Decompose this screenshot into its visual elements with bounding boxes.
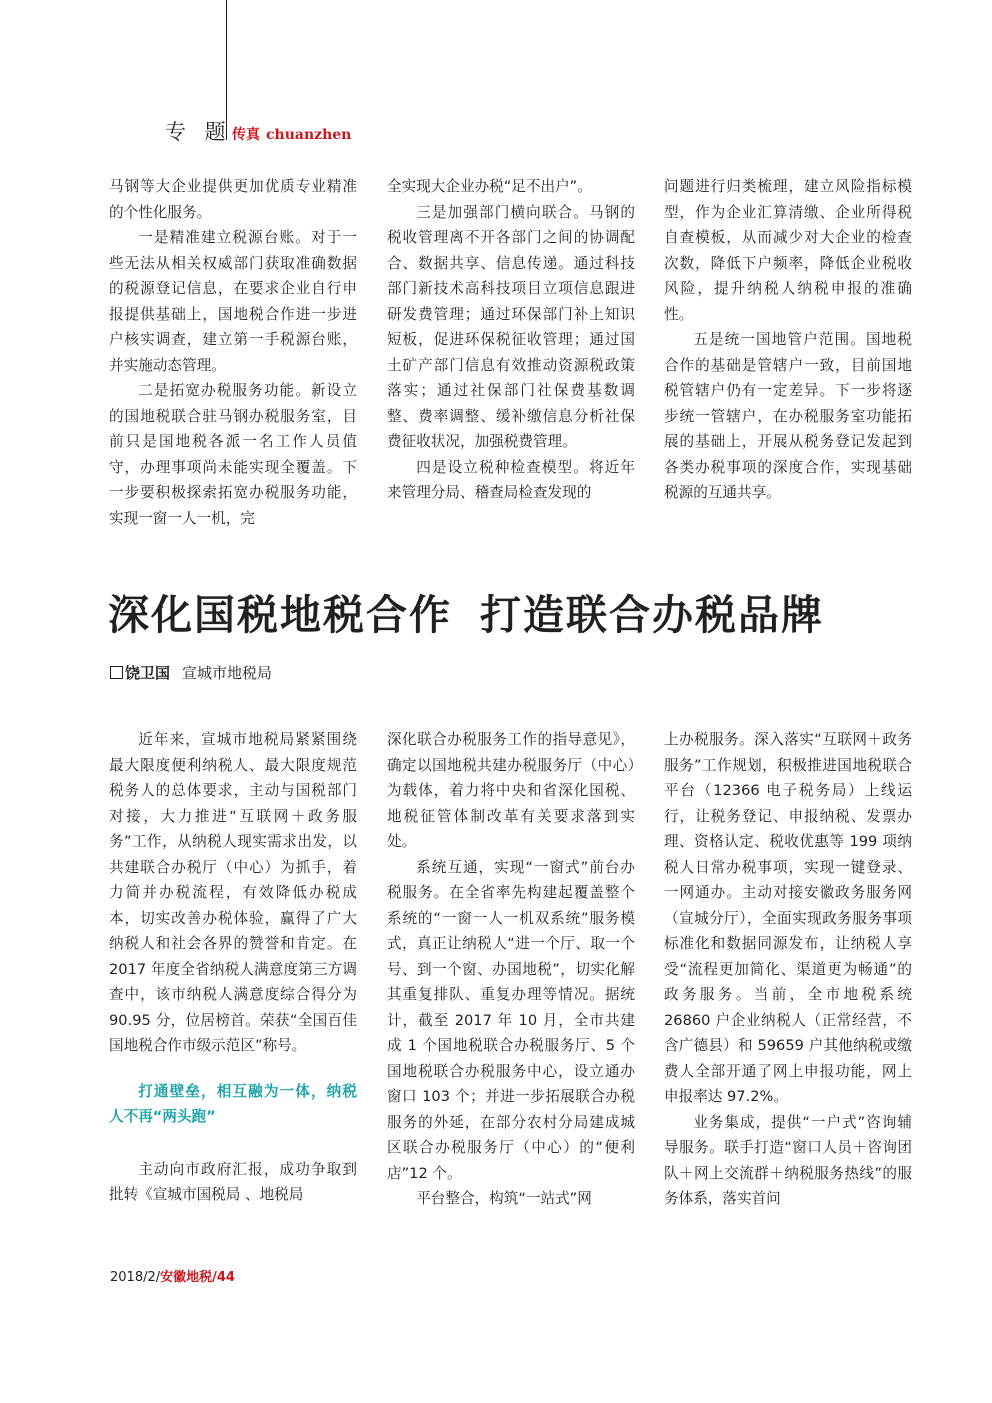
page-number: /44 xyxy=(212,1270,235,1285)
paragraph: 五是统一国地管户范围。国地税合作的基础是管辖户一致，目前国地税管辖户仍有一定差异。下一步将逐步统一管辖户，在办税服务室功能拓展的基础上，开展从税务登记发起到各类办税事项的深度合作，实现基础税源的互通共享。 xyxy=(664,331,912,501)
paragraph: 三是加强部门横向联合。马钢的税收管理离不开各部门之间的协调配合、数据共享、信息传递。通过科技部门新技术高科技项目立项信息跟进研发费管理；通过环保部门补上知识短板，促进环保税征收管理；通过国土矿产部门信息有效推动资源税政策落实；通过社保部门社保费基数调整、费率调整、缓补缴信息分析社保费征收状况，加强税费管理。 xyxy=(387,203,635,450)
continued-column-3 xyxy=(664,174,912,506)
paragraph: 上办税服务。深入落实“互联网＋政务服务”工作规划，积极推进国地税联合平台（12366 电子税务局）上线运行，让税务登记、申报纳税、发票办理、资格认定、税收优惠等 199 项纳税人日常办税事项，实现一键登录、一网通办。主动对接安徽政务服务网（宣城分厅），全面实现政务服务事项标准化和数据同源发布，让纳税人享受“流程更加简化、渠道更为畅通”的政务服务。当前，全市地税系统 26860 户企业纳税人（正常经营，不含广德县）和 59659 户其他纳税或缴费人全部开通了网上申报功能，网上申报率达 97.2%。 xyxy=(664,731,912,1105)
footer-magazine: 安徽地税 xyxy=(160,1270,213,1285)
paragraph: 全实现大企业办税“足不出户”。 xyxy=(387,178,592,195)
article-title-part-2: 打造联合办税品牌 xyxy=(480,591,824,639)
paragraph: 主动向市政府汇报，成功争取到批转《宣城市国税局 、地税局 xyxy=(109,1160,357,1203)
article-title xyxy=(108,582,824,641)
continued-column-2 xyxy=(387,174,635,506)
paragraph: 一是精准建立税源台账。对于一些无法从相关权威部门获取准确数据的税源登记信息，在要求企业自行申报提供基础上，国地税合作进一步进户核实调查，建立第一手税源台账，并实施动态管理。 xyxy=(109,229,357,374)
article-column-2 xyxy=(387,727,635,1212)
column-tag-en: chuanzhen xyxy=(266,127,352,143)
author-org: 宣城市地税局 xyxy=(182,664,273,682)
article-column-1 xyxy=(109,727,357,1208)
paragraph: 二是拓宽办税服务功能。新设立的国地税联合驻马钢办税服务室，目前只是国地税各派一名工作人员值守，办理事项尚未能实现全覆盖。下一步要积极探索拓宽办税服务功能，实现一窗一人一机，完 xyxy=(109,382,357,527)
paragraph: 业务集成，提供“一户式”咨询辅导服务。联手打造“窗口人员＋咨询团队＋网上交流群＋纳税服务热线”的服务体系，落实首问 xyxy=(664,1113,912,1207)
paragraph: 问题进行归类梳理，建立风险指标模型，作为企业汇算清缴、企业所得税自查模板，从而减少对大企业的检查次数，降低下户频率，降低企业税收风险，提升纳税人纳税申报的准确性。 xyxy=(664,178,912,323)
footer-date: 2018/2/ xyxy=(110,1270,161,1285)
page-footer xyxy=(110,1266,235,1285)
article-column-3 xyxy=(664,727,912,1212)
continued-column-1 xyxy=(109,174,357,531)
paragraph: 平台整合，构筑“一站式”网 xyxy=(416,1190,592,1207)
subheading: 打通壁垒，相互融为一体，纳税人不再“两头跑” xyxy=(109,1082,357,1125)
column-tag xyxy=(232,124,351,144)
article-title-part-1: 深化国税地税合作 xyxy=(108,591,452,639)
paragraph: 系统互通，实现“一窗式”前台办税服务。在全省率先构建起覆盖整个系统的“一窗一人一机双系统”服务模式，真正让纳税人“进一个厅、取一个号、到一个窗、办国地税”，切实化解其重复排队、重复办理等情况。据统计，截至 2017 年 10 月，全市共建成 1 个国地税联合办税服务厅、5 个国地税联合办税服务中心，设立通办窗口 103 个；并进一步拓展联合办税服务的外延，在部分农村分局建成城区联合办税服务厅（中心）的“便利店”12 个。 xyxy=(387,858,635,1182)
paragraph: 深化联合办税服务工作的指导意见》，确定以国地税共建办税服务厅（中心）为载体，着力将中央和省深化国税、地税征管体制改革有关要求落到实处。 xyxy=(387,731,635,850)
paragraph: 近年来，宣城市地税局紧紧围绕最大限度便利纳税人、最大限度规范税务人的总体要求，主动与国税部门对接，大力推进“互联网＋政务服务”工作，从纳税人现实需求出发，以共建联合办税厅（中心）为抓手，着力简并办税流程，有效降低办税成本，切实改善办税体验，赢得了广大纳税人和社会各界的赞誉和肯定。在 2017 年度全省纳税人满意度第三方调查中，该市纳税人满意度综合得分为 90.95 分，位居榜首。荣获“全国百佳国地税合作市级示范区”称号。 xyxy=(109,731,357,1054)
byline xyxy=(110,662,272,683)
byline-box-icon xyxy=(110,666,123,679)
paragraph: 马钢等大企业提供更加优质专业精准的个性化服务。 xyxy=(109,178,357,221)
paragraph: 四是设立税种检查模型。将近年来管理分局、稽查局检查发现的 xyxy=(387,458,635,501)
column-tag-cn: 传真 xyxy=(232,127,260,143)
section-label: 专 题 xyxy=(165,120,232,144)
author-name: 饶卫国 xyxy=(125,664,171,682)
